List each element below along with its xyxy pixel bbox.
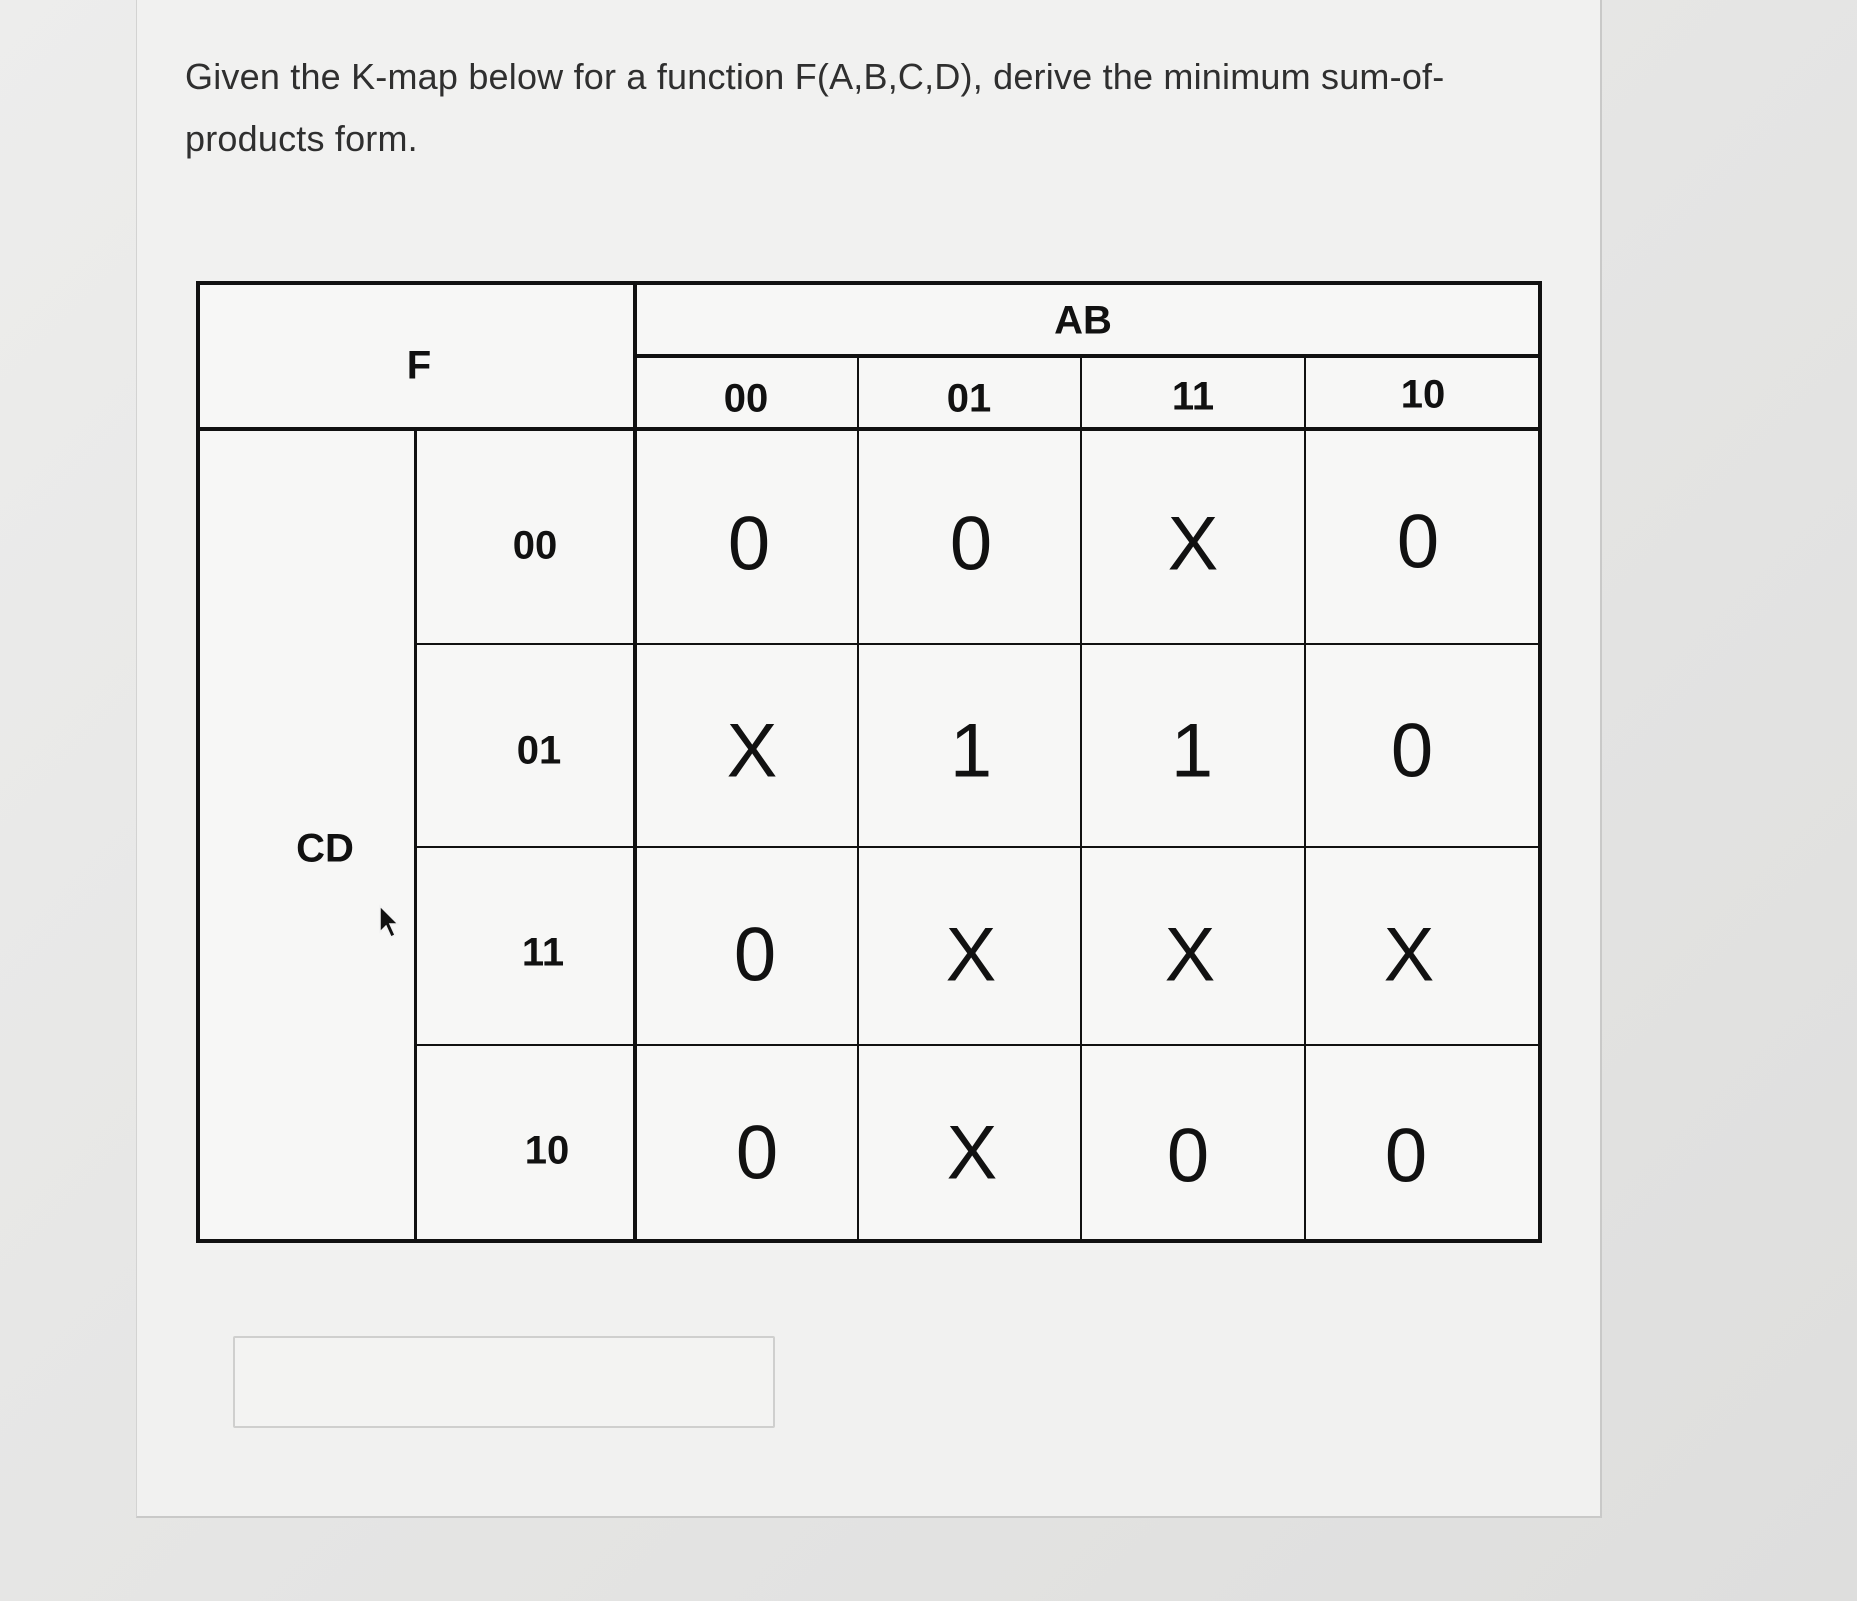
- kmap-cell: 0: [1166, 1113, 1210, 1199]
- kmap-row-header-01: 01: [516, 728, 562, 773]
- kmap-row-label-divider: [414, 429, 417, 1243]
- kmap-cell: X: [726, 708, 778, 794]
- answer-input[interactable]: [233, 1336, 775, 1428]
- kmap-cell: X: [945, 912, 997, 998]
- prompt-line-1: Given the K-map below for a function F(A,B,C,D), derive the minimum sum-of-: [185, 56, 1445, 97]
- kmap-col-divider-3: [1304, 356, 1306, 1243]
- kmap-col-header-01: 01: [946, 376, 992, 421]
- kmap-border-bottom: [196, 1239, 1542, 1243]
- kmap-header-divider: [196, 427, 1542, 431]
- kmap-col-header-10: 10: [1400, 372, 1446, 417]
- kmap-cell: X: [946, 1110, 998, 1196]
- kmap-background: [196, 281, 1542, 1243]
- kmap-col-header-00: 00: [723, 376, 769, 421]
- kmap-row-divider-2: [415, 846, 1542, 848]
- kmap-function-label: F: [406, 343, 432, 388]
- kmap-row-header-10: 10: [524, 1128, 570, 1173]
- question-prompt: [185, 46, 1525, 170]
- kmap-cell: 0: [733, 912, 777, 998]
- kmap-cell: X: [1167, 501, 1219, 587]
- kmap-cell: 0: [1396, 499, 1440, 585]
- kmap-ab-label-divider: [635, 354, 1542, 358]
- kmap-row-header-11: 11: [521, 930, 565, 975]
- kmap-row-divider-3: [415, 1044, 1542, 1046]
- kmap-cell: X: [1164, 912, 1216, 998]
- kmap-cell: X: [1383, 912, 1435, 998]
- kmap-cell: 1: [949, 708, 993, 794]
- karnaugh-map: [196, 281, 1542, 1243]
- kmap-column-variables: AB: [1054, 298, 1112, 343]
- kmap-border-right: [1538, 281, 1542, 1243]
- kmap-cell: 0: [949, 501, 993, 587]
- kmap-col-divider-1: [857, 356, 859, 1243]
- kmap-col-divider-2: [1080, 356, 1082, 1243]
- kmap-cell: 0: [1390, 708, 1434, 794]
- kmap-border-left: [196, 281, 200, 1243]
- kmap-cell: 0: [1384, 1113, 1428, 1199]
- kmap-row-divider-1: [415, 643, 1542, 645]
- kmap-border-top: [196, 281, 1542, 285]
- mouse-cursor-icon: [378, 904, 402, 940]
- kmap-row-header-00: 00: [512, 523, 558, 568]
- kmap-cell: 0: [727, 501, 771, 587]
- kmap-row-variables: CD: [296, 826, 354, 871]
- prompt-line-2: products form.: [185, 118, 418, 159]
- kmap-cell: 1: [1170, 708, 1214, 794]
- kmap-body-left-divider: [633, 281, 637, 1243]
- kmap-cell: 0: [735, 1110, 779, 1196]
- kmap-col-header-11: 11: [1171, 374, 1215, 419]
